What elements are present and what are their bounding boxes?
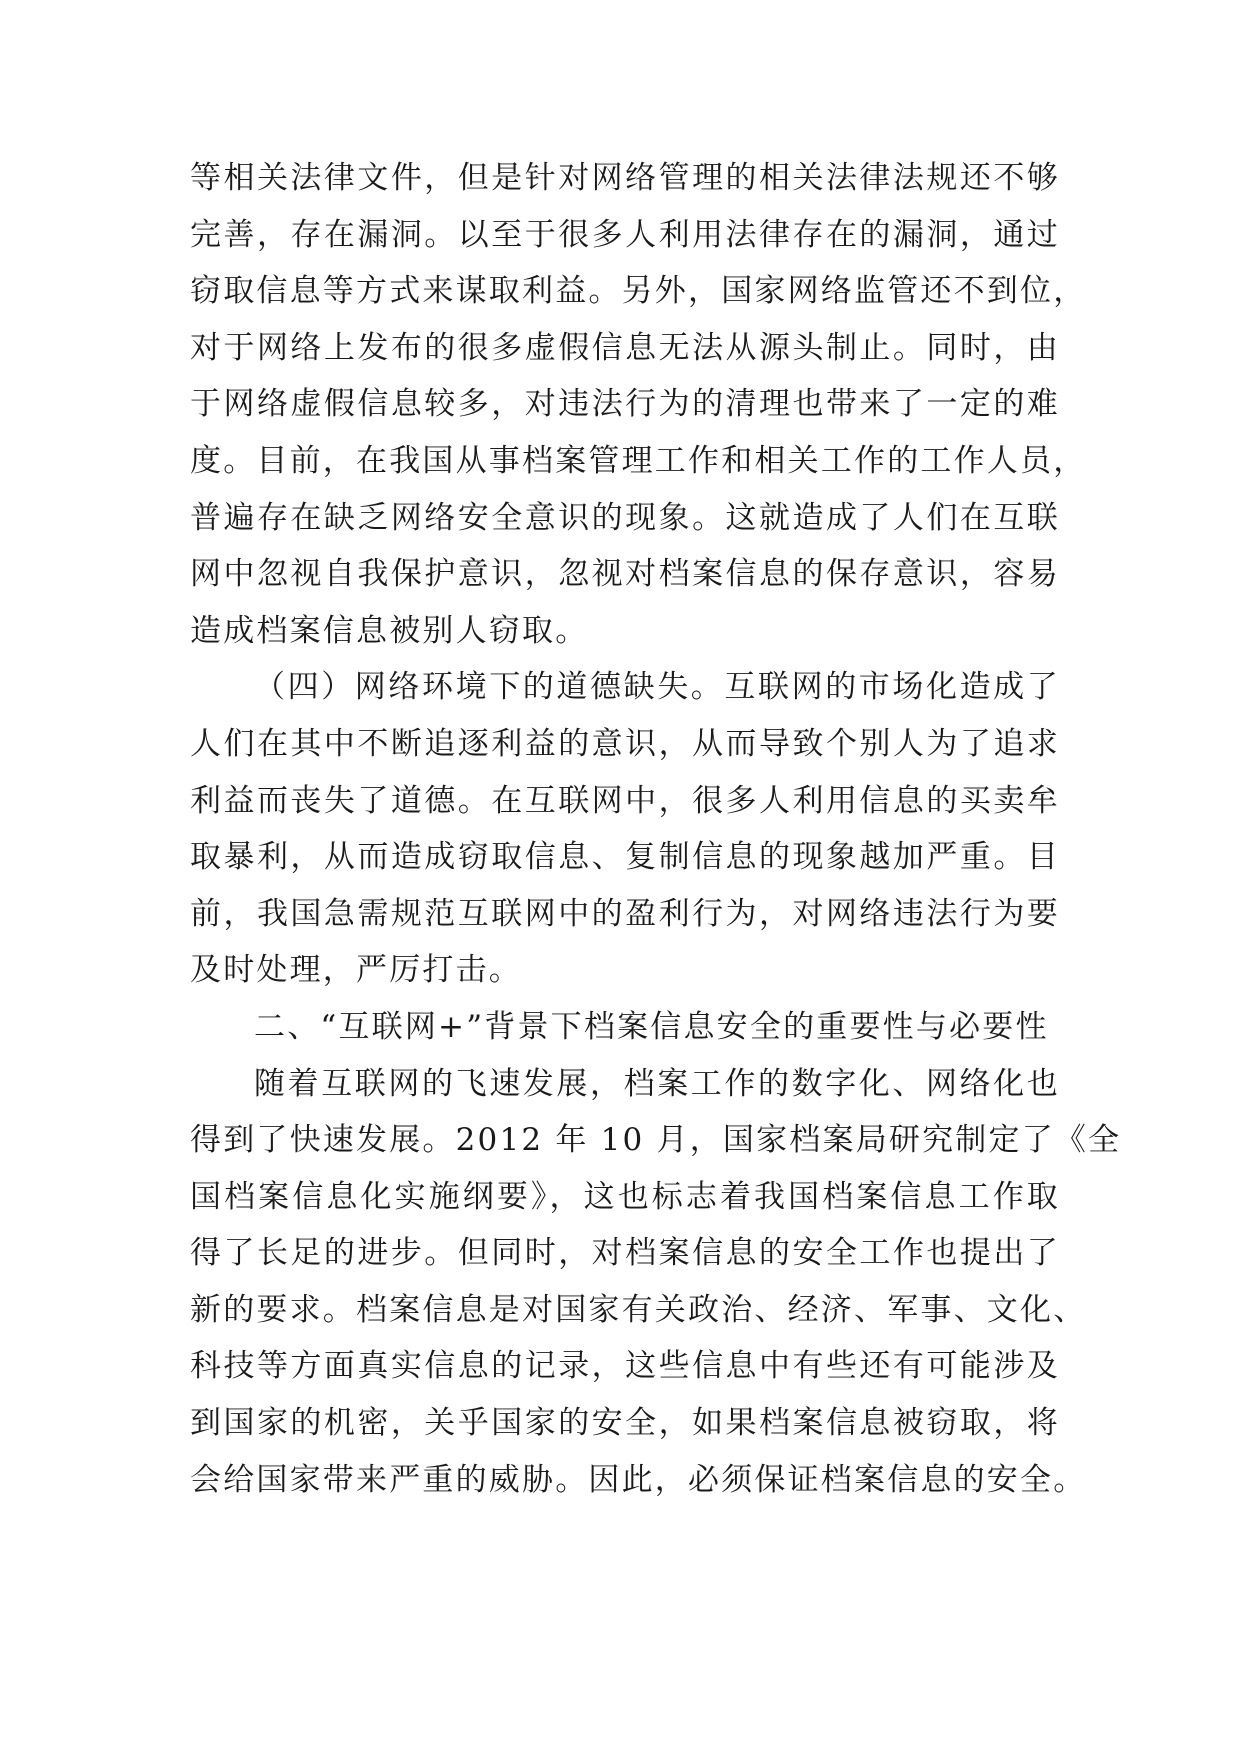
text-line: 利益而丧失了道德。在互联网中，很多人利用信息的买卖牟 bbox=[190, 782, 1060, 819]
text-line: 随着互联网的飞速发展，档案工作的数字化、网络化也 bbox=[254, 1065, 1060, 1102]
text-line: 普遍存在缺乏网络安全意识的现象。这就造成了人们在互联 bbox=[190, 499, 1060, 536]
text-line: 前，我国急需规范互联网中的盈利行为，对网络违法行为要 bbox=[190, 895, 1060, 932]
text-line: 造成档案信息被别人窃取。 bbox=[190, 612, 589, 649]
text-line: 科技等方面真实信息的记录，这些信息中有些还有可能涉及 bbox=[190, 1348, 1060, 1385]
text-line: 人们在其中不断追逐利益的意识，从而导致个别人为了追求 bbox=[190, 725, 1060, 762]
text-line: 对于网络上发布的很多虚假信息无法从源头制止。同时，由 bbox=[190, 329, 1060, 366]
text-line: 窃取信息等方式来谋取利益。另外，国家网络监管还不到位， bbox=[190, 273, 1087, 310]
body-text bbox=[190, 150, 1122, 1508]
text-line: 得了长足的进步。但同时，对档案信息的安全工作也提出了 bbox=[190, 1235, 1060, 1272]
text-line: 到国家的机密，关乎国家的安全，如果档案信息被窃取，将 bbox=[190, 1405, 1060, 1442]
text-line: 国档案信息化实施纲要》，这也标志着我国档案信息工作取 bbox=[190, 1178, 1060, 1215]
text-line: 度。目前，在我国从事档案管理工作和相关工作的工作人员， bbox=[190, 442, 1087, 479]
text-line: 及时处理，严厉打击。 bbox=[190, 952, 522, 989]
section-heading-two: 二、“互联网+”背景下档案信息安全的重要性与必要性 bbox=[254, 1008, 1049, 1045]
text-line: 等相关法律文件，但是针对网络管理的相关法律法规还不够 bbox=[190, 160, 1060, 196]
text-line: 网中忽视自我保护意识，忽视对档案信息的保存意识，容易 bbox=[190, 556, 1060, 593]
text-line: 会给国家带来严重的威胁。因此，必须保证档案信息的安全。 bbox=[190, 1461, 1087, 1498]
text-line: 取暴利，从而造成窃取信息、复制信息的现象越加严重。目 bbox=[190, 839, 1060, 876]
text-line: 于网络虚假信息较多，对违法行为的清理也带来了一定的难 bbox=[190, 386, 1060, 423]
paragraph-heading-four: （四）网络环境下的道德缺失。互联网的市场化造成了 bbox=[254, 669, 1060, 706]
text-line: 完善，存在漏洞。以至于很多人利用法律存在的漏洞，通过 bbox=[190, 216, 1060, 253]
text-line: 新的要求。档案信息是对国家有关政治、经济、军事、文化、 bbox=[190, 1291, 1087, 1328]
text-line: 得到了快速发展。2012 年 10 月，国家档案局研究制定了《全 bbox=[190, 1122, 1122, 1159]
